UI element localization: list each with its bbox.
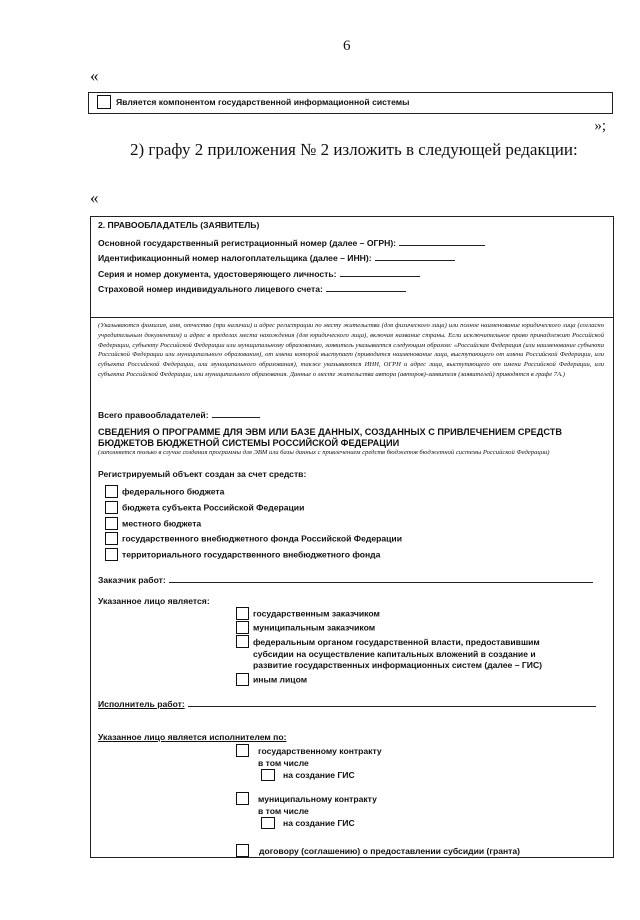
checkbox[interactable] bbox=[105, 485, 118, 498]
checkbox[interactable] bbox=[261, 817, 275, 829]
funds-option-federal[interactable] bbox=[105, 485, 224, 498]
customer-option-state[interactable] bbox=[236, 607, 380, 620]
ogrn-blank[interactable] bbox=[399, 236, 485, 246]
rightholder-note: (Указываются фамилия, имя, отчество (при наличии) и адрес регистрации по месту жительства (для физического лица) или полное наименование юридического лица (согласно учредительным документам) и адрес в пределах места нахождения (для юридического лица), включая название страны. Если исключительное право принадлежит Российской Федерации, субъекту Российской Федерации или муниципальному образованию, заявитель указывается следующим образом: «Российская Федерация (или наименование субъекта Российской Федерации или муниципального образования), от имени которой выступает (приводится наименование лица, выступающего от имени Российской Федерации, или субъекта Российской Федерации, или муниципального образования), также указываются ИНН, ОГРН и адрес лица, выступающего от имени Российской Федерации, или субъекта Российской Федерации, или муниципального образования. Данные о месте жительства автора (авторов)-заявителя (заявителей) приводятся в графе 7А.) bbox=[98, 322, 604, 378]
checkbox[interactable] bbox=[105, 532, 118, 545]
rightholder-form bbox=[90, 216, 614, 858]
total-rightholders[interactable] bbox=[98, 408, 260, 420]
total-label: Всего правообладателей: bbox=[98, 410, 209, 420]
checkbox[interactable] bbox=[236, 744, 249, 757]
ogrn-label: Основной государственный регистрационный номер (далее – ОГРН): bbox=[98, 238, 397, 248]
closing-quote: »; bbox=[594, 118, 606, 134]
divider bbox=[91, 317, 613, 318]
option-label: договору (соглашению) о предоставлении субсидии (гранта) bbox=[259, 845, 521, 856]
checkbox[interactable] bbox=[105, 548, 118, 561]
customer-option-other[interactable] bbox=[236, 673, 307, 686]
contractor-label: Исполнитель работ: bbox=[98, 699, 185, 709]
opening-quote-2: « bbox=[90, 188, 99, 207]
checkbox[interactable] bbox=[105, 517, 118, 530]
option-label: муниципальным заказчиком bbox=[253, 622, 376, 633]
contractor-is-label: Указанное лицо является исполнителем по: bbox=[98, 732, 287, 742]
contractor-suboption-gis[interactable] bbox=[261, 769, 355, 781]
funds-option-subject[interactable] bbox=[105, 501, 304, 514]
inn-field[interactable] bbox=[98, 251, 455, 263]
component-label: Является компонентом государственной информационной системы bbox=[116, 97, 410, 107]
component-row bbox=[88, 92, 613, 114]
funds-label: Регистрируемый объект создан за счет средств: bbox=[98, 469, 307, 479]
contractor-option-subsidy[interactable] bbox=[236, 844, 520, 857]
option-label: территориального государственного внебюджетного фонда bbox=[122, 549, 381, 560]
snils-label: Страховой номер индивидуального лицевого счета: bbox=[98, 284, 323, 294]
option-sublabel: в том числе bbox=[258, 758, 309, 768]
inn-label: Идентификационный номер налогоплательщика (далее – ИНН): bbox=[98, 253, 372, 263]
inn-blank[interactable] bbox=[375, 251, 455, 261]
checkbox[interactable] bbox=[236, 844, 249, 857]
option-label: государственного внебюджетного фонда Российской Федерации bbox=[122, 533, 402, 544]
funds-option-state-fund[interactable] bbox=[105, 532, 402, 545]
identity-doc-label: Серия и номер документа, удостоверяющего личность: bbox=[98, 269, 337, 279]
budget-title: СВЕДЕНИЯ О ПРОГРАММЕ ДЛЯ ЭВМ ИЛИ БАЗЕ ДАННЫХ, СОЗДАННЫХ С ПРИВЛЕЧЕНИЕМ СРЕДСТВ БЮДЖЕТОВ БЮДЖЕТНОЙ СИСТЕМЫ РОССИЙСКОЙ ФЕДЕРАЦИИ bbox=[98, 427, 562, 448]
option-sublabel: в том числе bbox=[258, 806, 309, 816]
component-checkbox[interactable] bbox=[97, 95, 111, 109]
identity-doc-field[interactable] bbox=[98, 267, 420, 279]
contractor-blank[interactable] bbox=[188, 697, 596, 707]
customer-field[interactable] bbox=[98, 573, 593, 585]
option-label: на создание ГИС bbox=[283, 770, 355, 780]
option-label: бюджета субъекта Российской Федерации bbox=[122, 502, 305, 513]
option-label: на создание ГИС bbox=[283, 818, 355, 828]
contractor-suboption-gis[interactable] bbox=[261, 817, 355, 829]
option-label: иным лицом bbox=[253, 674, 308, 685]
option-label: местного бюджета bbox=[122, 518, 202, 529]
snils-blank[interactable] bbox=[326, 282, 406, 292]
customer-option-municipal[interactable] bbox=[236, 621, 375, 634]
customer-is-label: Указанное лицо является: bbox=[98, 596, 210, 606]
checkbox[interactable] bbox=[236, 621, 249, 634]
checkbox[interactable] bbox=[236, 792, 249, 805]
customer-blank[interactable] bbox=[169, 573, 593, 583]
option-label: государственным заказчиком bbox=[253, 608, 380, 619]
ogrn-field[interactable] bbox=[98, 236, 485, 248]
checkbox[interactable] bbox=[261, 769, 275, 781]
opening-quote: « bbox=[90, 66, 99, 85]
option-label: федерального бюджета bbox=[122, 486, 225, 497]
option-label: муниципальному контракту bbox=[258, 794, 377, 804]
total-blank[interactable] bbox=[212, 408, 260, 418]
funds-option-territorial-fund[interactable] bbox=[105, 548, 380, 561]
checkbox[interactable] bbox=[105, 501, 118, 514]
budget-note: (заполняется только в случае создания программы для ЭВМ или базы данных с привлечением средств бюджетов бюджетной системы Российской Федерации) bbox=[98, 449, 550, 456]
identity-doc-blank[interactable] bbox=[340, 267, 420, 277]
option-label: федеральным органом государственной власти, предоставившим субсидии на осуществление капитальных вложений в создание и развитие государственных информационных систем (далее – ГИС) bbox=[253, 637, 543, 670]
section-heading: 2) графу 2 приложения № 2 изложить в следующей редакции: bbox=[130, 140, 578, 159]
checkbox[interactable] bbox=[236, 635, 249, 648]
checkbox[interactable] bbox=[236, 673, 249, 686]
contractor-field[interactable] bbox=[98, 697, 596, 709]
page-number: 6 bbox=[343, 38, 351, 54]
snils-field[interactable] bbox=[98, 282, 406, 294]
customer-label: Заказчик работ: bbox=[98, 575, 166, 585]
option-label: государственному контракту bbox=[258, 746, 382, 756]
form-title: 2. ПРАВООБЛАДАТЕЛЬ (ЗАЯВИТЕЛЬ) bbox=[98, 220, 260, 230]
checkbox[interactable] bbox=[236, 607, 249, 620]
funds-option-local[interactable] bbox=[105, 517, 201, 530]
